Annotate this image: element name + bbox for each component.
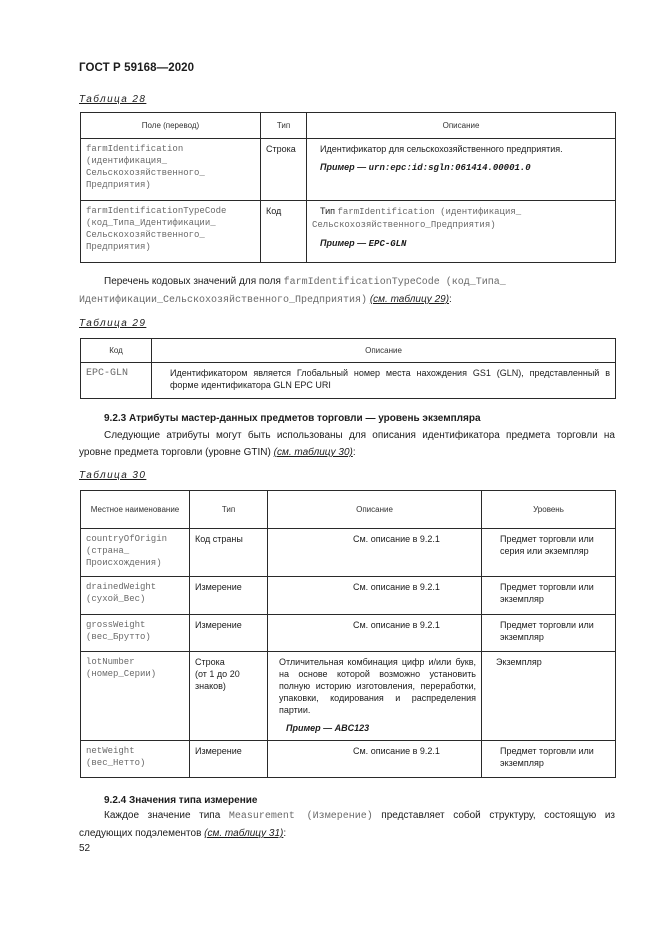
attr-description: См. описание в 9.2.1 [268, 615, 482, 652]
example: Пример — ABC123 [286, 723, 370, 733]
table-row [81, 615, 616, 652]
attr-name: countryOfOrigin (страна_ Происхождения) [86, 534, 168, 568]
table-row [81, 363, 616, 399]
section-heading: 9.2.4 Значения типа измерение [104, 795, 258, 806]
attr-description: См. описание в 9.2.1 [268, 577, 482, 615]
table-header-row [81, 113, 616, 139]
table-row [81, 741, 616, 778]
table-header-row [81, 491, 616, 529]
page-number: 52 [79, 843, 91, 854]
attr-level: Экземпляр [482, 652, 616, 741]
col-header: Описание [152, 339, 616, 363]
table-row [81, 201, 616, 263]
attr-level: Предмет торговли или экземпляр [482, 577, 616, 615]
table-29 [80, 338, 616, 399]
col-header: Описание [268, 491, 482, 529]
attr-level: Предмет торговли или экземпляр [482, 741, 616, 778]
field-type: Код [261, 201, 307, 263]
table-row [81, 577, 616, 615]
field-description: Тип farmIdentification (идентификация_ Сельскохозяйственного_Предприятия) [312, 206, 522, 230]
attr-level: Предмет торговли или серия или экземпляр [482, 529, 616, 577]
col-header: Поле (перевод) [81, 113, 261, 139]
attr-name: lotNumber (номер_Серии) [86, 657, 157, 679]
attr-name: drainedWeight (сухой_Вес) [86, 582, 157, 604]
section-heading: 9.2.3 Атрибуты мастер-данных предметов торговли — уровень экземпляра [104, 413, 481, 424]
table-30 [80, 490, 616, 778]
attr-type: Строка (от 1 до 20 знаков) [190, 652, 268, 741]
attr-type: Измерение [190, 615, 268, 652]
paragraph-code-list: Перечень кодовых значений для поля farmIdentificationTypeCode (код_Типа_ Идентификации_Сельскохозяйственного_Предприятия) (см. таблицу 29): [79, 276, 506, 306]
code-value: EPC-GLN [86, 368, 129, 379]
col-header: Тип [261, 113, 307, 139]
table-30-caption: Таблица 30 [79, 470, 147, 481]
attr-description: См. описание в 9.2.1 [268, 741, 482, 778]
attr-description: Отличительная комбинация цифр и/или букв, на основе которой возможно установить полную историю изготовления, переработки, упаковки, кодирования и распределения партии. [279, 657, 476, 715]
table-28-caption: Таблица 28 [79, 94, 147, 105]
example: Пример — urn:epc:id:sgln:061414.00001.0 [320, 162, 531, 173]
table-29-caption: Таблица 29 [79, 318, 147, 329]
attr-description: См. описание в 9.2.1 [268, 529, 482, 577]
col-header: Тип [190, 491, 268, 529]
attr-name: grossWeight (вес_Брутто) [86, 620, 151, 642]
field-type: Строка [261, 139, 307, 201]
example: Пример — EPC-GLN [320, 238, 407, 249]
attr-name: netWeight (вес_Нетто) [86, 746, 146, 768]
col-header: Уровень [482, 491, 616, 529]
attr-type: Код страны [190, 529, 268, 577]
table-row [81, 139, 616, 201]
attr-level: Предмет торговли или экземпляр [482, 615, 616, 652]
col-header: Код [81, 339, 152, 363]
col-header: Местное наименование [81, 491, 190, 529]
paragraph-section-923: Следующие атрибуты могут быть использованы для описания идентификатора предмета торговли на уровне предмета торговли (уровне GTIN) (см. таблицу 30): [79, 430, 615, 458]
attr-type: Измерение [190, 577, 268, 615]
standard-id: ГОСТ Р 59168—2020 [79, 62, 195, 74]
field-description: Идентификатор для сельскохозяйственного предприятия. [320, 144, 563, 154]
field-name: farmIdentification (идентификация_ Сельскохозяйственного_ Предприятия) [86, 144, 205, 190]
table-row [81, 652, 616, 741]
attr-type: Измерение [190, 741, 268, 778]
table-header-row [81, 339, 616, 363]
field-name: farmIdentificationTypeCode (код_Типа_Идентификации_ Сельскохозяйственного_ Предприятия) [86, 206, 227, 252]
paragraph-section-924: Каждое значение типа Measurement (Измерение) представляет собой структуру, состоящую из следующих подэлементов (см. таблицу 31): [79, 810, 615, 839]
table-28 [80, 112, 616, 263]
col-header: Описание [307, 113, 616, 139]
table-row [81, 529, 616, 577]
code-description: Идентификатором является Глобальный номер места нахождения GS1 (GLN), представленный в форме идентификатора GLN EPC URI [152, 363, 616, 399]
